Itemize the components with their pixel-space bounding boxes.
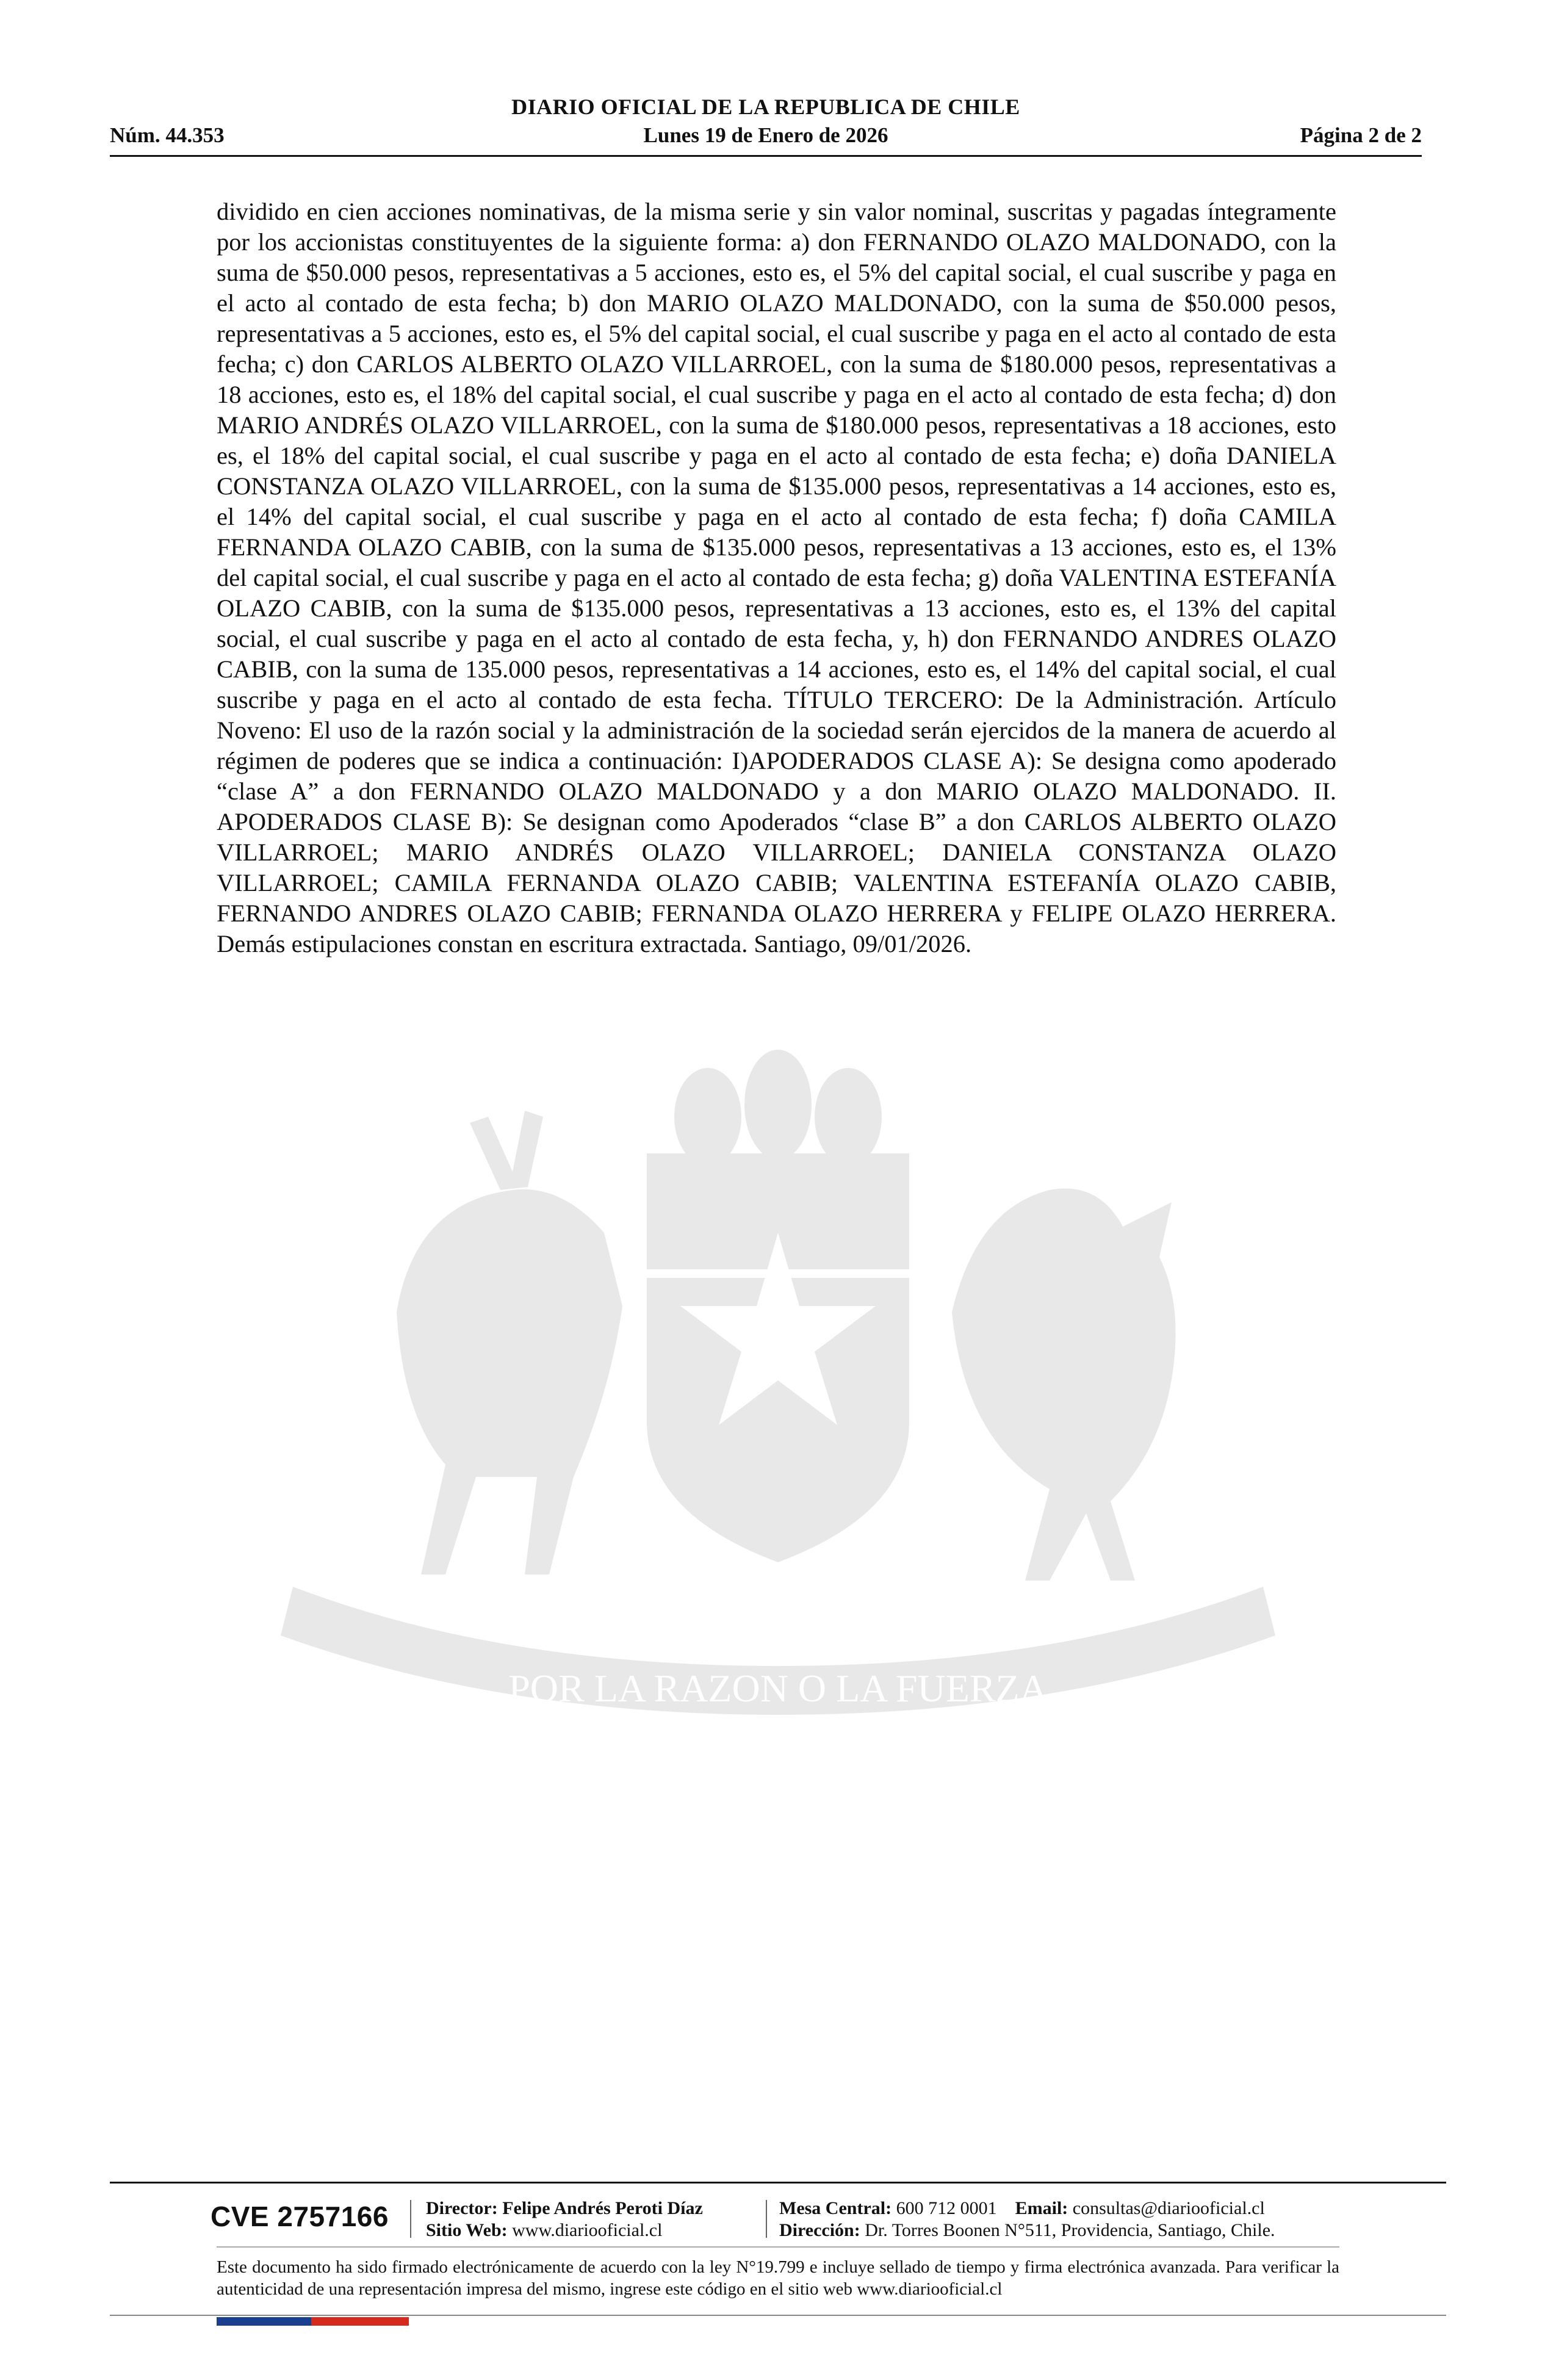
publication-title: DIARIO OFICIAL DE LA REPUBLICA DE CHILE: [511, 95, 1020, 119]
contact-line: [779, 2198, 1275, 2220]
footer-director-block: [426, 2198, 703, 2241]
website-link[interactable]: www.diariooficial.cl: [512, 2220, 663, 2240]
page-footer: [110, 2182, 1446, 2334]
page-header: [110, 92, 1422, 159]
coat-of-arms-motto: POR LA RAZON O LA FUERZA: [508, 1667, 1048, 1710]
director-line: [426, 2198, 703, 2220]
issue-date: Lunes 19 de Enero de 2026: [643, 123, 888, 147]
mesa-label: Mesa Central:: [779, 2198, 892, 2218]
footer-bottom-divider: [110, 2315, 1446, 2316]
chile-coat-of-arms-icon: [183, 1050, 1373, 1733]
email-label: Email:: [1015, 2198, 1068, 2218]
document-body: dividido en cien acciones nominativas, de la misma serie y sin valor nominal, suscritas y pagadas íntegramente por los accionistas constituyentes de la siguiente forma: a) don FERNANDO OLAZO MALDONADO, con la suma de $50.000 pesos, representativas a 5 acciones, esto es, el 5% del capital social, el cual suscribe y paga en el acto al contado de esta fecha; b) don MARIO OLAZO MALDONADO, con la suma de $50.000 pesos, representativas a 5 acciones, esto es, el 5% del capital social, el cual suscribe y paga en el acto al contado de esta fecha; c) don CARLOS ALBERTO OLAZO VILLARROEL, con la suma de $180.000 pesos, representativas a 18 acciones, esto es, el 18% del capital social, el cual suscribe y paga en el acto al contado de esta fecha; d) don MARIO ANDRÉS OLAZO VILLARROEL, con la suma de $180.000 pesos, representativas a 18 acciones, esto es, el 18% del capital social, el cual suscribe y paga en el acto al contado de esta fecha; e) doña DANIELA CONSTANZA OLAZO VILLARROEL, con la suma de $135.000 pesos, representativas a 14 acciones, esto es, el 14% del capital social, el cual suscribe y paga en el acto al contado de esta fecha; f) doña CAMILA FERNANDA OLAZO CABIB, con la suma de $135.000 pesos, representativas a 13 acciones, esto es, el 13% del capital social, el cual suscribe y paga en el acto al contado de esta fecha; g) doña VALENTINA ESTEFANÍA OLAZO CABIB, con la suma de $135.000 pesos, representativas a 13 acciones, esto es, el 13% del capital social, el cual suscribe y paga en el acto al contado de esta fecha, y, h) don FERNANDO ANDRES OLAZO CABIB, con la suma de 135.000 pesos, representativas a 14 acciones, esto es, el 14% del capital social, el cual suscribe y paga en el acto al contado de esta fecha. TÍTULO TERCERO: De la Administración. Artículo Noveno: El uso de la razón social y la administración de la sociedad serán ejercidos de la manera de acuerdo al régimen de poderes que se indica a continuación: I)APODERADOS CLASE A): Se designa como apoderado “clase A” a don FERNANDO OLAZO MALDONADO y a don MARIO OLAZO MALDONADO. II. APODERADOS CLASE B): Se designan como Apoderados “clase B” a don CARLOS ALBERTO OLAZO VILLARROEL; MARIO ANDRÉS OLAZO VILLARROEL; DANIELA CONSTANZA OLAZO VILLARROEL; CAMILA FERNANDA OLAZO CABIB; VALENTINA ESTEFANÍA OLAZO CABIB, FERNANDO ANDRES OLAZO CABIB; FERNANDA OLAZO HERRERA y FELIPE OLAZO HERRERA. Demás estipulaciones constan en escritura extractada. Santiago, 09/01/2026.: [217, 198, 1336, 957]
address-value: Dr. Torres Boonen N°511, Providencia, Santiago, Chile.: [865, 2220, 1275, 2240]
website-line: [426, 2220, 703, 2241]
address-label: Dirección:: [779, 2220, 860, 2240]
flag-stripe-blue: [217, 2317, 311, 2326]
footer-top-divider: [110, 2182, 1446, 2183]
director-label: Director:: [426, 2198, 498, 2218]
address-line: [779, 2220, 1275, 2241]
flag-stripe-red: [311, 2317, 409, 2326]
website-label: Sitio Web:: [426, 2220, 508, 2240]
footer-separator: [410, 2200, 411, 2238]
director-name: Felipe Andrés Peroti Díaz: [502, 2198, 703, 2218]
email-link[interactable]: consultas@diariooficial.cl: [1072, 2198, 1265, 2218]
footer-separator: [766, 2200, 767, 2238]
legal-notice: Este documento ha sido firmado electrónicamente de acuerdo con la ley N°19.799 e incluye sellado de tiempo y firma electrónica avanzada. Para verificar la autenticidad de una representación impresa del mismo, ingrese este código en el sitio web www.diariooficial.cl: [217, 2257, 1339, 2299]
footer-contact-block: [779, 2198, 1275, 2241]
page-number: Página 2 de 2: [1300, 123, 1422, 147]
issue-number: Núm. 44.353: [110, 123, 225, 147]
cve-code: CVE 2757166: [211, 2201, 389, 2232]
mesa-phone: 600 712 0001: [896, 2198, 997, 2218]
footer-mid-divider: [217, 2246, 1339, 2248]
header-divider: [110, 155, 1422, 157]
